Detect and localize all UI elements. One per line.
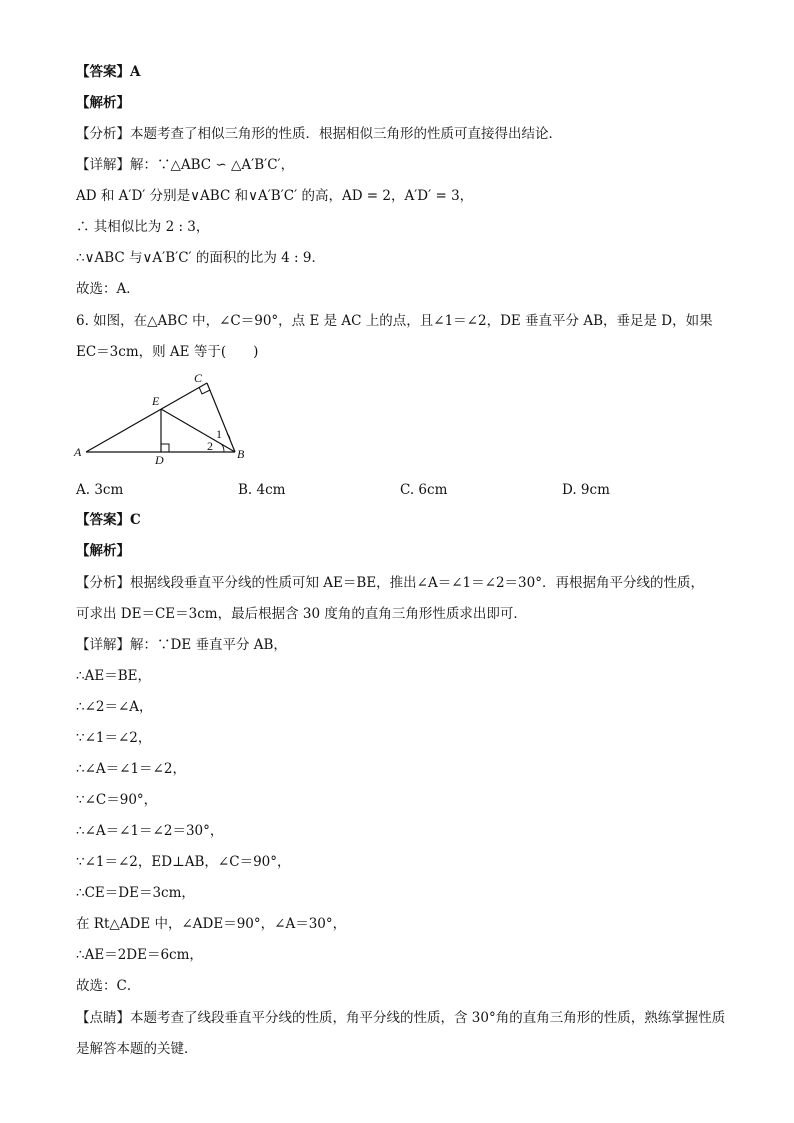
solution-line: ∴CE＝DE＝3cm，: [76, 885, 195, 901]
angle-label-2: 2: [207, 439, 213, 453]
option-d: D. 9cm: [562, 482, 610, 498]
solution-line: ∴∠A＝∠1＝∠2，: [76, 761, 186, 777]
point-label-c: C: [194, 371, 203, 385]
answer-label: 【答案】C: [76, 512, 141, 528]
solution-line: 在 Rt△ADE 中，∠ADE＝90°，∠A＝30°，: [76, 916, 347, 932]
triangle-figure: [72, 366, 252, 466]
solution-line: ∵∠1＝∠2，: [76, 730, 152, 746]
option-c: C. 6cm: [400, 482, 448, 498]
conclusion-line: 故选：A．: [76, 281, 140, 297]
analysis-heading: 【解析】: [76, 543, 130, 559]
conclusion-line: 故选：C．: [76, 978, 141, 994]
key-point-text: 【点睛】本题考查了线段垂直平分线的性质，角平分线的性质，含 30°角的直角三角形的性质，熟练掌握性质是解答本题的关键．: [76, 1010, 726, 1057]
point-label-e: E: [152, 394, 160, 408]
analysis-heading: 【解析】: [76, 95, 130, 111]
question-stem: 6. 如图，在△ABC 中，∠C＝90°，点 E 是 AC 上的点，且∠1＝∠2，DE 垂直平分 AB，垂足是 D，如果: [76, 313, 713, 329]
analysis-text: 【分析】根据线段垂直平分线的性质可知 AE＝BE，推出∠A＝∠1＝∠2＝30°．再根据角平分线的性质，: [76, 575, 704, 591]
answer-label: 【答案】A: [76, 64, 141, 80]
solution-line: 【详解】解：∵DE 垂直平分 AB，: [76, 637, 287, 653]
solution-line: ∴∨ABC 与∨A′B′C′ 的面积的比为 4 : 9．: [76, 250, 325, 266]
solution-line: ∴∠2＝∠A，: [76, 699, 153, 715]
segment-eb: [161, 409, 235, 452]
solution-line: ∴AE＝BE，: [76, 668, 151, 684]
segment-ac: [86, 383, 207, 452]
analysis-text: 可求出 DE＝CE＝3cm，最后根据含 30 度角的直角三角形性质求出即可．: [76, 606, 527, 622]
right-angle-mark-c: [199, 387, 210, 394]
solution-line: ∴∠A＝∠1＝∠2＝30°，: [76, 823, 224, 839]
right-angle-mark-d: [161, 444, 169, 452]
solution-line: ∴ 其相似比为 2 : 3，: [76, 219, 210, 235]
option-a: A. 3cm: [76, 482, 124, 498]
solution-line: ∴AE＝2DE＝6cm，: [76, 947, 203, 963]
analysis-text: 【分析】本题考查了相似三角形的性质．根据相似三角形的性质可直接得出结论．: [76, 126, 562, 142]
solution-line: ∵∠C＝90°，: [76, 792, 158, 808]
solution-line: AD 和 A′D′ 分别是∨ABC 和∨A′B′C′ 的高，AD = 2，A′D′ = 3，: [76, 188, 474, 204]
point-label-b: B: [237, 447, 245, 461]
point-label-a: A: [74, 445, 82, 459]
solution-line: ∵∠1＝∠2，ED⊥AB，∠C＝90°，: [76, 854, 291, 870]
solution-line: 【详解】解：∵△ABC ∽ △A′B′C′，: [76, 157, 295, 173]
point-label-d: D: [155, 453, 164, 466]
option-b: B. 4cm: [238, 482, 286, 498]
question-stem: EC＝3cm，则 AE 等于( ): [76, 344, 259, 360]
angle-label-1: 1: [216, 427, 222, 441]
